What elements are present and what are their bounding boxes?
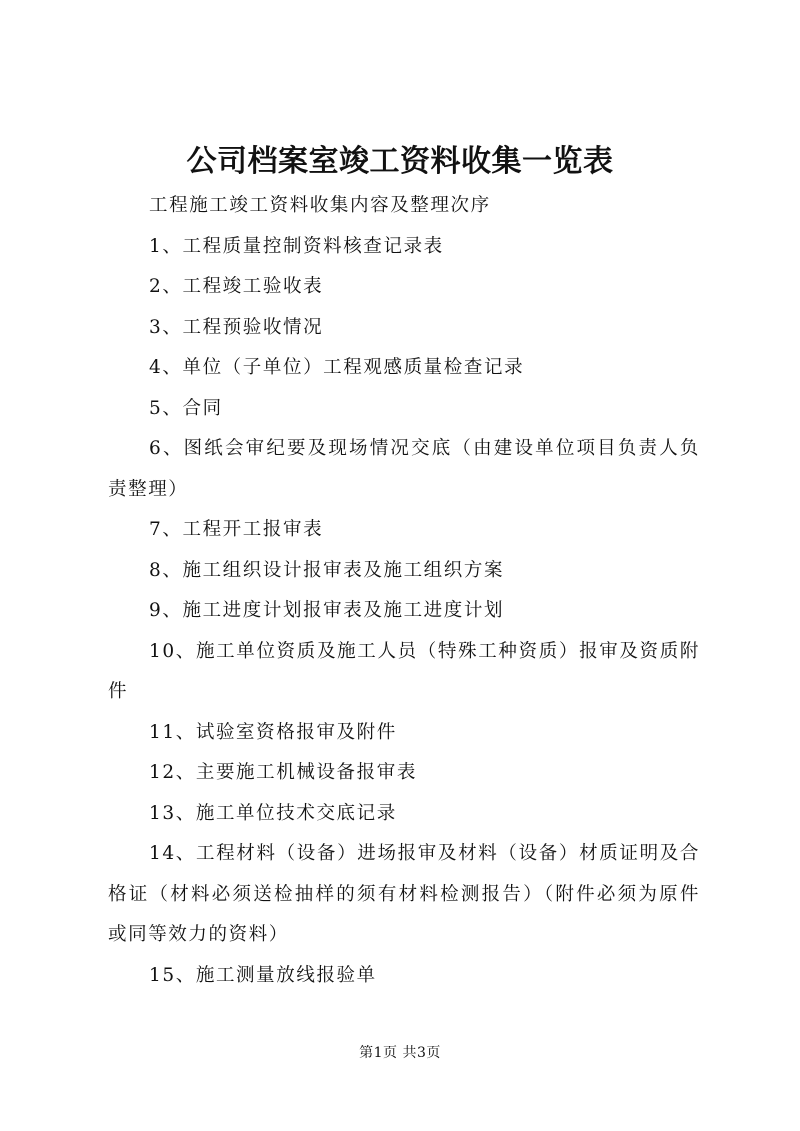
list-item: 12、主要施工机械设备报审表 <box>149 762 417 783</box>
list-item: 4、单位（子单位）工程观感质量检查记录 <box>149 357 525 378</box>
list-item: 13、施工单位技术交底记录 <box>149 802 397 824</box>
list-item: 3、工程预验收情况 <box>149 316 324 338</box>
list-item: 1、工程质量控制资料核查记录表 <box>149 235 444 257</box>
list-item: 9、施工进度计划报审表及施工进度计划 <box>149 600 505 621</box>
list-item: 10、施工单位资质及施工人员（特殊工种资质）报审及资质附件 <box>108 640 700 702</box>
list-item: 2、工程竣工验收表 <box>149 276 324 297</box>
list-item: 8、施工组织设计报审表及施工组织方案 <box>149 559 505 581</box>
document-title: 公司档案室竣工资料收集一览表 <box>186 144 614 179</box>
document-body <box>108 186 700 996</box>
intro-paragraph: 工程施工竣工资料收集内容及整理次序 <box>149 195 491 216</box>
list-item: 6、图纸会审纪要及现场情况交底（由建设单位项目负责人负责整理） <box>108 438 700 500</box>
list-item: 11、试验室资格报审及附件 <box>149 721 397 743</box>
list-item: 14、工程材料（设备）进场报审及材料（设备）材质证明及合格证（材料必须送检抽样的须有材料检测报告）（附件必须为原件或同等效力的资料） <box>108 843 700 945</box>
page-footer: 第1页 共3页 <box>359 1045 441 1061</box>
list-item: 5、合同 <box>149 397 223 419</box>
list-item: 7、工程开工报审表 <box>149 519 324 540</box>
list-item: 15、施工测量放线报验单 <box>149 964 377 986</box>
